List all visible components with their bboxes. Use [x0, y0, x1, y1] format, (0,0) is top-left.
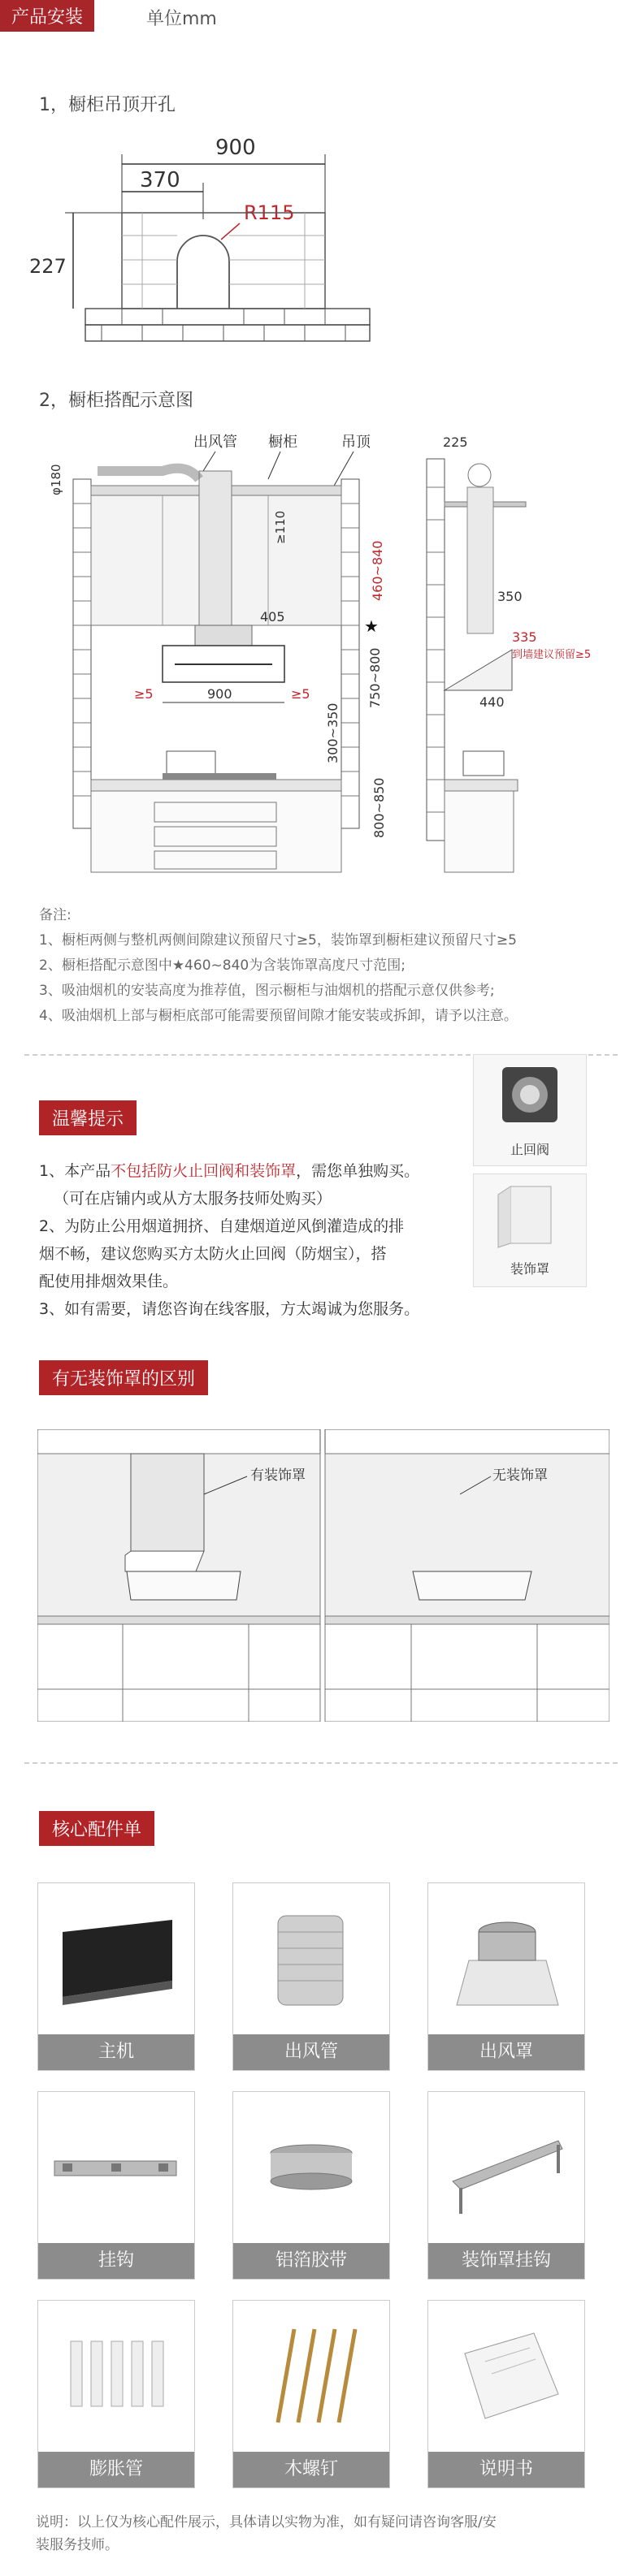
- side-440: 440: [479, 694, 505, 710]
- label-cabinet: 橱柜: [268, 434, 297, 451]
- note-item: 1、橱柜两侧与整机两侧间隙建议预留尺寸≥5，装饰罩到橱柜建议预留尺寸≥5: [39, 932, 517, 949]
- side-note: 到墙建议预留≥5: [512, 649, 592, 661]
- foil-tape-icon: [233, 2092, 389, 2243]
- part-card: [37, 2091, 195, 2280]
- install-tag: 产品安装: [0, 0, 94, 32]
- part-card: [232, 1882, 390, 2071]
- section1-title: 1，橱柜吊顶开孔: [39, 95, 176, 115]
- dim-750-800: 750~800: [367, 647, 383, 708]
- valve-icon: [474, 1055, 586, 1136]
- dim-405: 405: [260, 609, 285, 625]
- label-duct: 出风管: [193, 434, 237, 451]
- dim-370: 370: [140, 168, 180, 192]
- dim-900-cab: 900: [207, 686, 232, 702]
- parts-note: 说明：以上仅为核心配件展示，具体请以实物为准，如有疑问请咨询客服/安 装服务技师。: [36, 2514, 497, 2553]
- anchor-icon: [38, 2301, 194, 2452]
- compare-tag: 有无装饰罩的区别: [39, 1360, 208, 1395]
- cabinet-layout-diagram: [0, 422, 642, 885]
- dim-227: 227: [29, 255, 67, 278]
- dim-ge5-left: ≥5: [134, 686, 154, 702]
- hood-icon: [38, 1883, 194, 2034]
- valve-card: [473, 1054, 587, 1166]
- note-item: 3、吸油烟机的安装高度为推荐值，图示橱柜与油烟机的搭配示意仅供参考;: [39, 983, 495, 999]
- cover-icon: [474, 1174, 586, 1256]
- unit-label: 单位mm: [146, 9, 217, 29]
- part-label: 挂钩: [38, 2243, 194, 2279]
- dim-460-840: 460~840: [370, 540, 385, 601]
- part-card: [37, 1882, 195, 2071]
- tips-highlight: 不包括防火止回阀和装饰罩: [111, 1162, 297, 1180]
- dim-r115: R115: [244, 201, 295, 224]
- part-label: 主机: [38, 2034, 194, 2070]
- compare-diagram: [37, 1429, 609, 1722]
- without-cover-label: 无装饰罩: [492, 1467, 548, 1484]
- tips-text: 1、本产品不包括防火止回阀和装饰罩，需您单独购买。 （可在店铺内或从方太服务技师处购买） 2、为防止公用烟道拥挤、自建烟道逆风倒灌造成的排 烟不畅，建议您购买方太防火止回阀（防烟宝），搭 配使用排烟效果佳。 3、如有需要，请您咨询在线客服，方太竭诚为您服务。: [39, 1162, 420, 1318]
- install-header: [0, 0, 642, 34]
- dim-300-350: 300~350: [325, 702, 341, 763]
- part-label: 说明书: [428, 2452, 584, 2487]
- part-label: 出风罩: [428, 2034, 584, 2070]
- duct-icon: [233, 1883, 389, 2034]
- hook-icon: [38, 2092, 194, 2243]
- part-card: [427, 2091, 585, 2280]
- cover-label: 装饰罩: [510, 1261, 549, 1277]
- part-label: 铝箔胶带: [233, 2243, 389, 2279]
- part-label: 木螺钉: [233, 2452, 389, 2487]
- part-card: [427, 1882, 585, 2071]
- screw-icon: [233, 2301, 389, 2452]
- part-label: 膨胀管: [38, 2452, 194, 2487]
- side-350: 350: [497, 589, 523, 604]
- notes-title: 备注:: [39, 907, 72, 923]
- valve-label: 止回阀: [510, 1142, 549, 1157]
- tips-tag: 温馨提示: [39, 1100, 137, 1135]
- part-card: [427, 2300, 585, 2488]
- part-card: [232, 2091, 390, 2280]
- cover-hook-icon: [428, 2092, 584, 2243]
- part-card: [37, 2300, 195, 2488]
- note-item: 4、吸油烟机上部与橱柜底部可能需要预留间隙才能安装或拆卸，请予以注意。: [39, 1008, 518, 1024]
- note-item: 2、橱柜搭配示意图中★460~840为含装饰罩高度尺寸范围;: [39, 957, 406, 974]
- notes-block: [39, 903, 624, 1024]
- ceiling-hole-diagram: [0, 122, 642, 357]
- dim-ge5-right: ≥5: [291, 686, 310, 702]
- cover-card: [473, 1173, 587, 1287]
- dim-900: 900: [215, 136, 256, 160]
- label-ceiling: 吊顶: [341, 434, 371, 451]
- dim-phi180: φ180: [49, 464, 63, 495]
- star-mark: ★: [364, 616, 379, 636]
- side-335: 335: [512, 629, 537, 645]
- dim-800-850: 800~850: [371, 777, 387, 838]
- with-cover-label: 有装饰罩: [250, 1467, 306, 1484]
- outlet-cover-icon: [428, 1883, 584, 2034]
- section2-title: 2，橱柜搭配示意图: [39, 391, 193, 411]
- parts-tag: 核心配件单: [39, 1811, 154, 1846]
- dim-ge110: ≥110: [273, 510, 288, 544]
- side-225: 225: [443, 434, 468, 450]
- part-card: [232, 2300, 390, 2488]
- part-label: 装饰罩挂钩: [428, 2243, 584, 2279]
- part-label: 出风管: [233, 2034, 389, 2070]
- divider: [24, 1762, 618, 1764]
- manual-icon: [428, 2301, 584, 2452]
